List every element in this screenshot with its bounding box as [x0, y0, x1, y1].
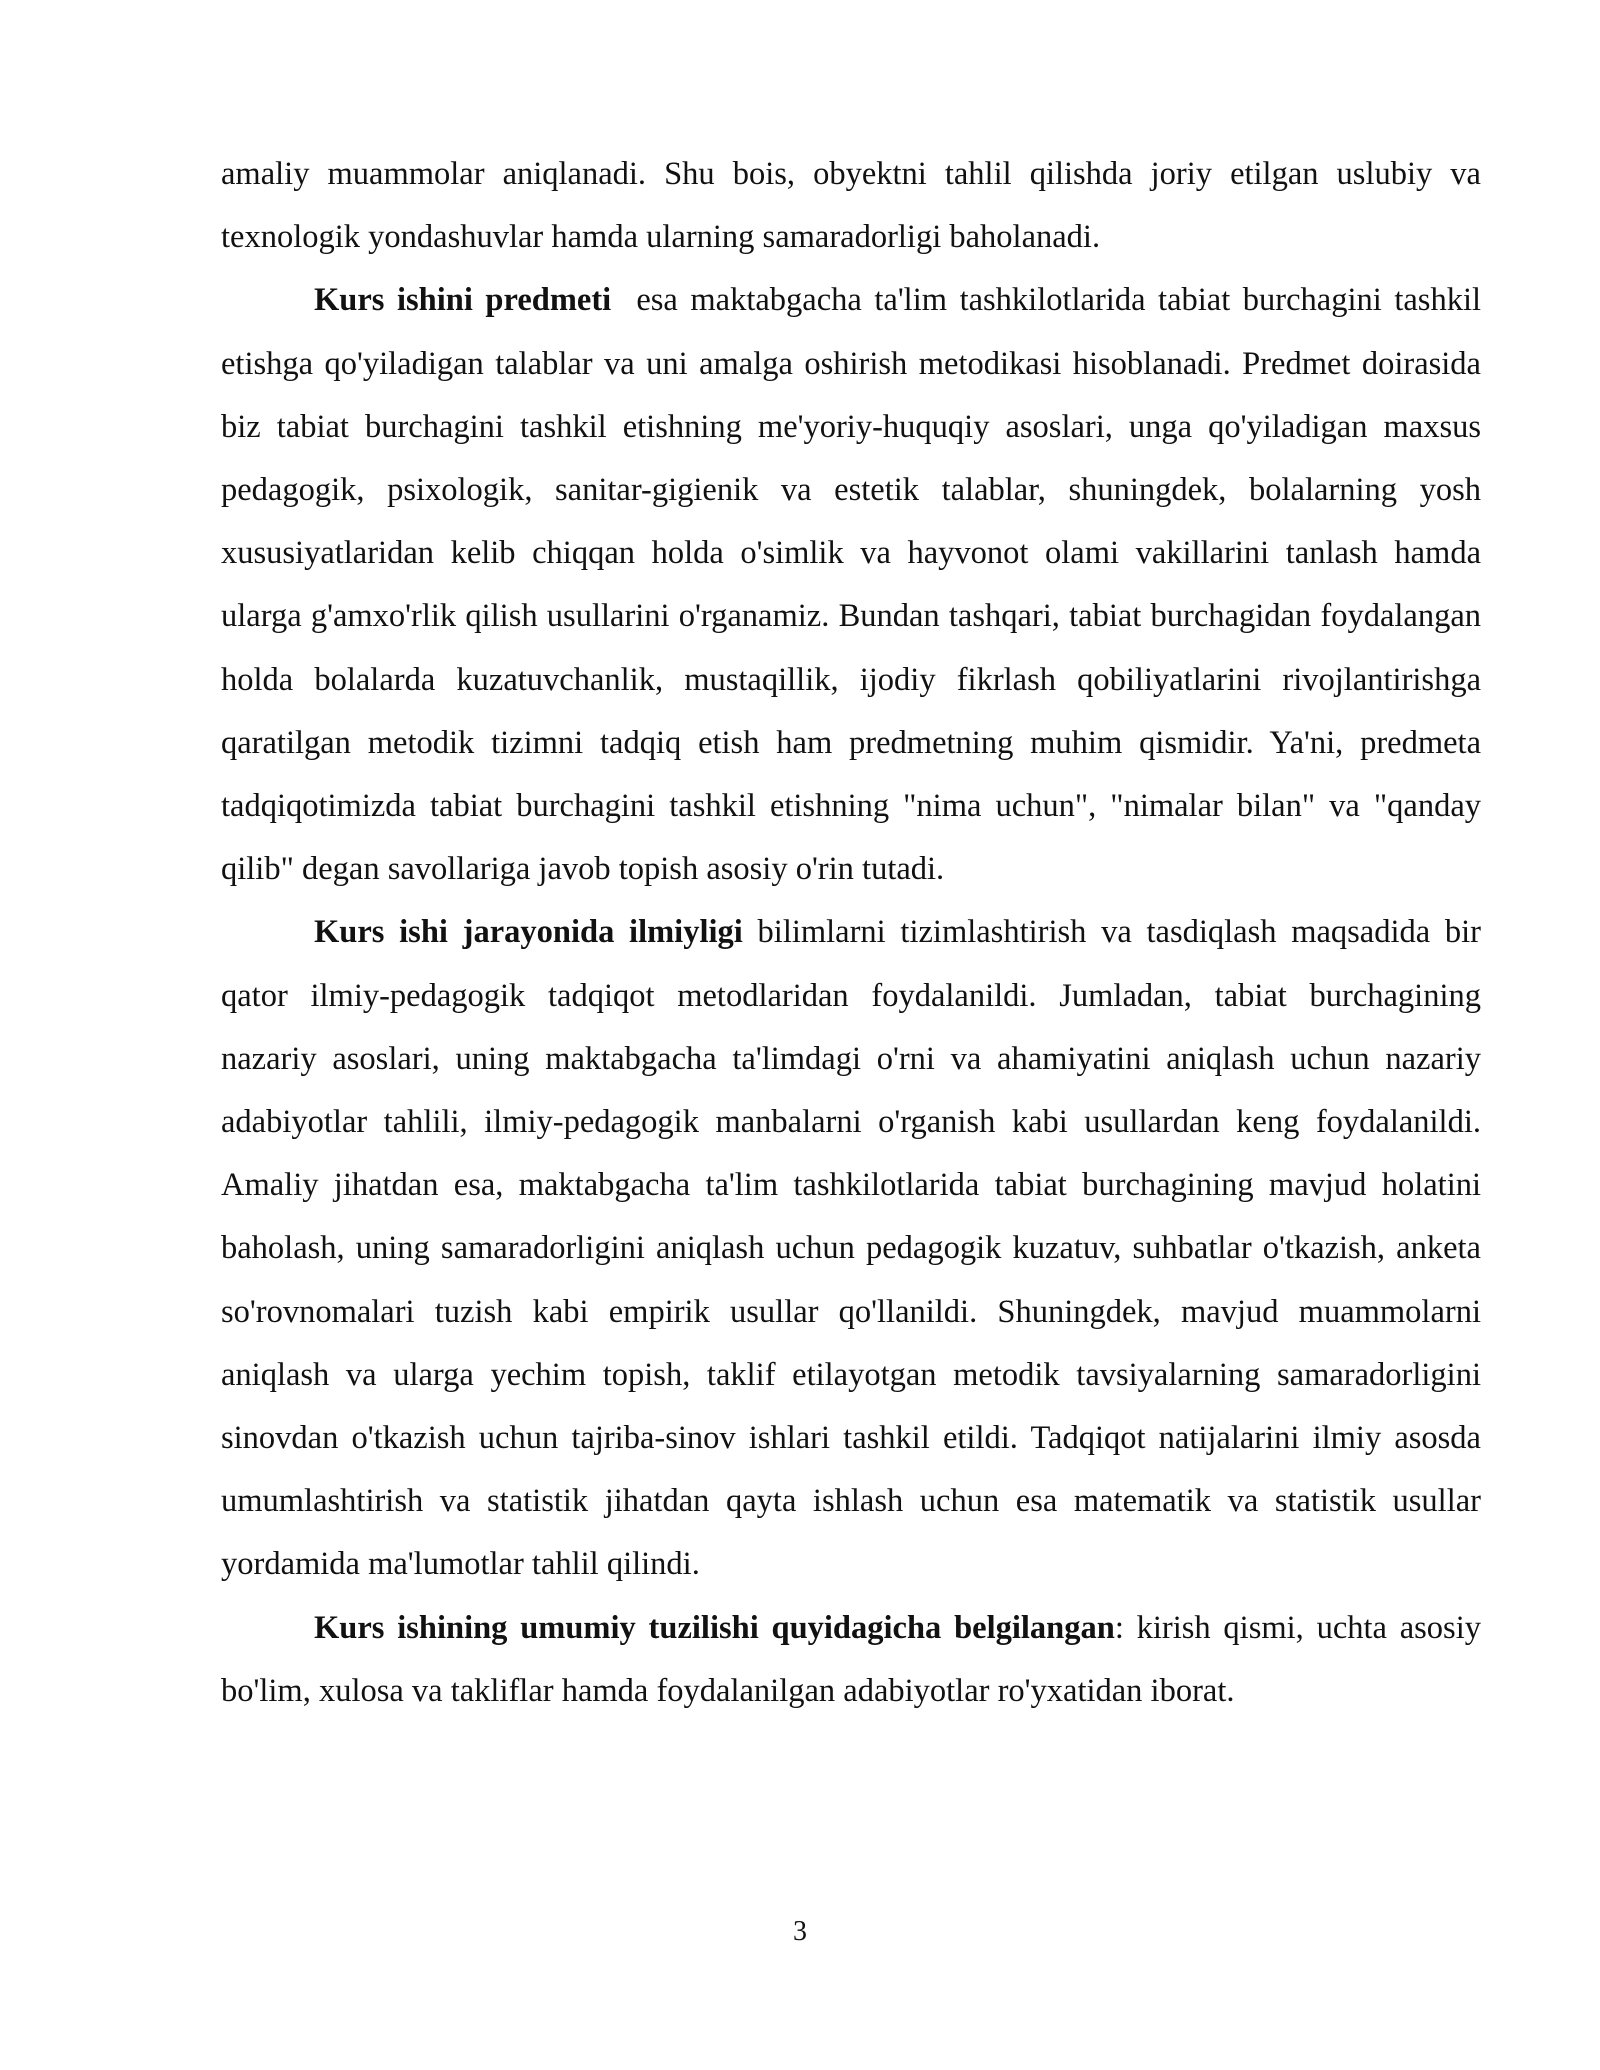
paragraph-lead: Kurs ishining umumiy tuzilishi quyidagicha belgilangan — [314, 1609, 1115, 1646]
paragraph-lead: Kurs ishini predmeti — [314, 282, 612, 319]
paragraph-text: : kirish qismi, uchta asosiy bo'lim, xulosa va takliflar hamda foydalanilgan adabiyotlar ro'yxatidan iborat. — [221, 1609, 1481, 1709]
body-text — [221, 143, 1490, 1723]
paragraph-methods — [221, 901, 1481, 1596]
paragraph-text: esa maktabgacha ta'lim tashkilotlarida tabiat burchagini tashkil etishga qo'yiladigan talablar va uni amalga oshirish metodikasi hisoblanadi. Predmet doirasida biz tabiat burchagini tashkil etishning me'yoriy-huquqiy asoslari, unga qo'yiladigan maxsus pedagogik, psixologik, sanitar-gigienik va estetik talablar, shuningdek, bolalarning yosh xususiyatlaridan kelib chiqqan holda o'simlik va hayvonot olami vakillarini tanlash hamda ularga g'amxo'rlik qilish usullarini o'rganamiz. Bundan tashqari, tabiat burchagidan foydalangan holda bolalarda kuzatuvchanlik, mustaqillik, ijodiy fikrlash qobiliyatlarini rivojlantirishga qaratilgan metodik tizimni tadqiq etish ham predmetning muhim qismidir. Ya'ni, predmeta tadqiqotimizda tabiat burchagini tashkil etishning "nima uchun", "nimalar bilan" va "qanday qilib" degan savollariga javob topish asosiy o'rin tutadi. — [221, 282, 1490, 888]
paragraph-subject — [221, 269, 1490, 901]
paragraph-continuation — [221, 143, 1481, 269]
paragraph-text: bilimlarni tizimlashtirish va tasdiqlash maqsadida bir qator ilmiy-pedagogik tadqiqot metodlaridan foydalanildi. Jumladan, tabiat burchagining nazariy asoslari, uning maktabgacha ta'limdagi o'rni va ahamiyatini aniqlash uchun nazariy adabiyotlar tahlili, ilmiy-pedagogik manbalarni o'rganish kabi usullardan keng foydalanildi. Amaliy jihatdan esa, maktabgacha ta'lim tashkilotlarida tabiat burchagining mavjud holatini baholash, uning samaradorligini aniqlash uchun pedagogik kuzatuv, suhbatlar o'tkazish, anketa so'rovnomalari tuzish kabi empirik usullar qo'llanildi. Shuningdek, mavjud muammolarni aniqlash va ularga yechim topish, taklif etilayotgan metodik tavsiyalarning samaradorligini sinovdan o'tkazish uchun tajriba-sinov ishlari tashkil etildi. Tadqiqot natijalarini ilmiy asosda umumlashtirish va statistik jihatdan qayta ishlash uchun esa matematik va statistik usullar yordamida ma'lumotlar tahlil qilindi. — [221, 914, 1482, 1583]
page-number: 3 — [793, 1916, 807, 1947]
paragraph-structure — [221, 1597, 1481, 1723]
paragraph-text: amaliy muammolar aniqlanadi. Shu bois, obyektni tahlil qilishda joriy etilgan uslubiy va texnologik yondashuvlar hamda ularning samaradorligi baholanadi. — [221, 156, 1481, 256]
paragraph-lead: Kurs ishi jarayonida ilmiyligi — [314, 914, 743, 951]
